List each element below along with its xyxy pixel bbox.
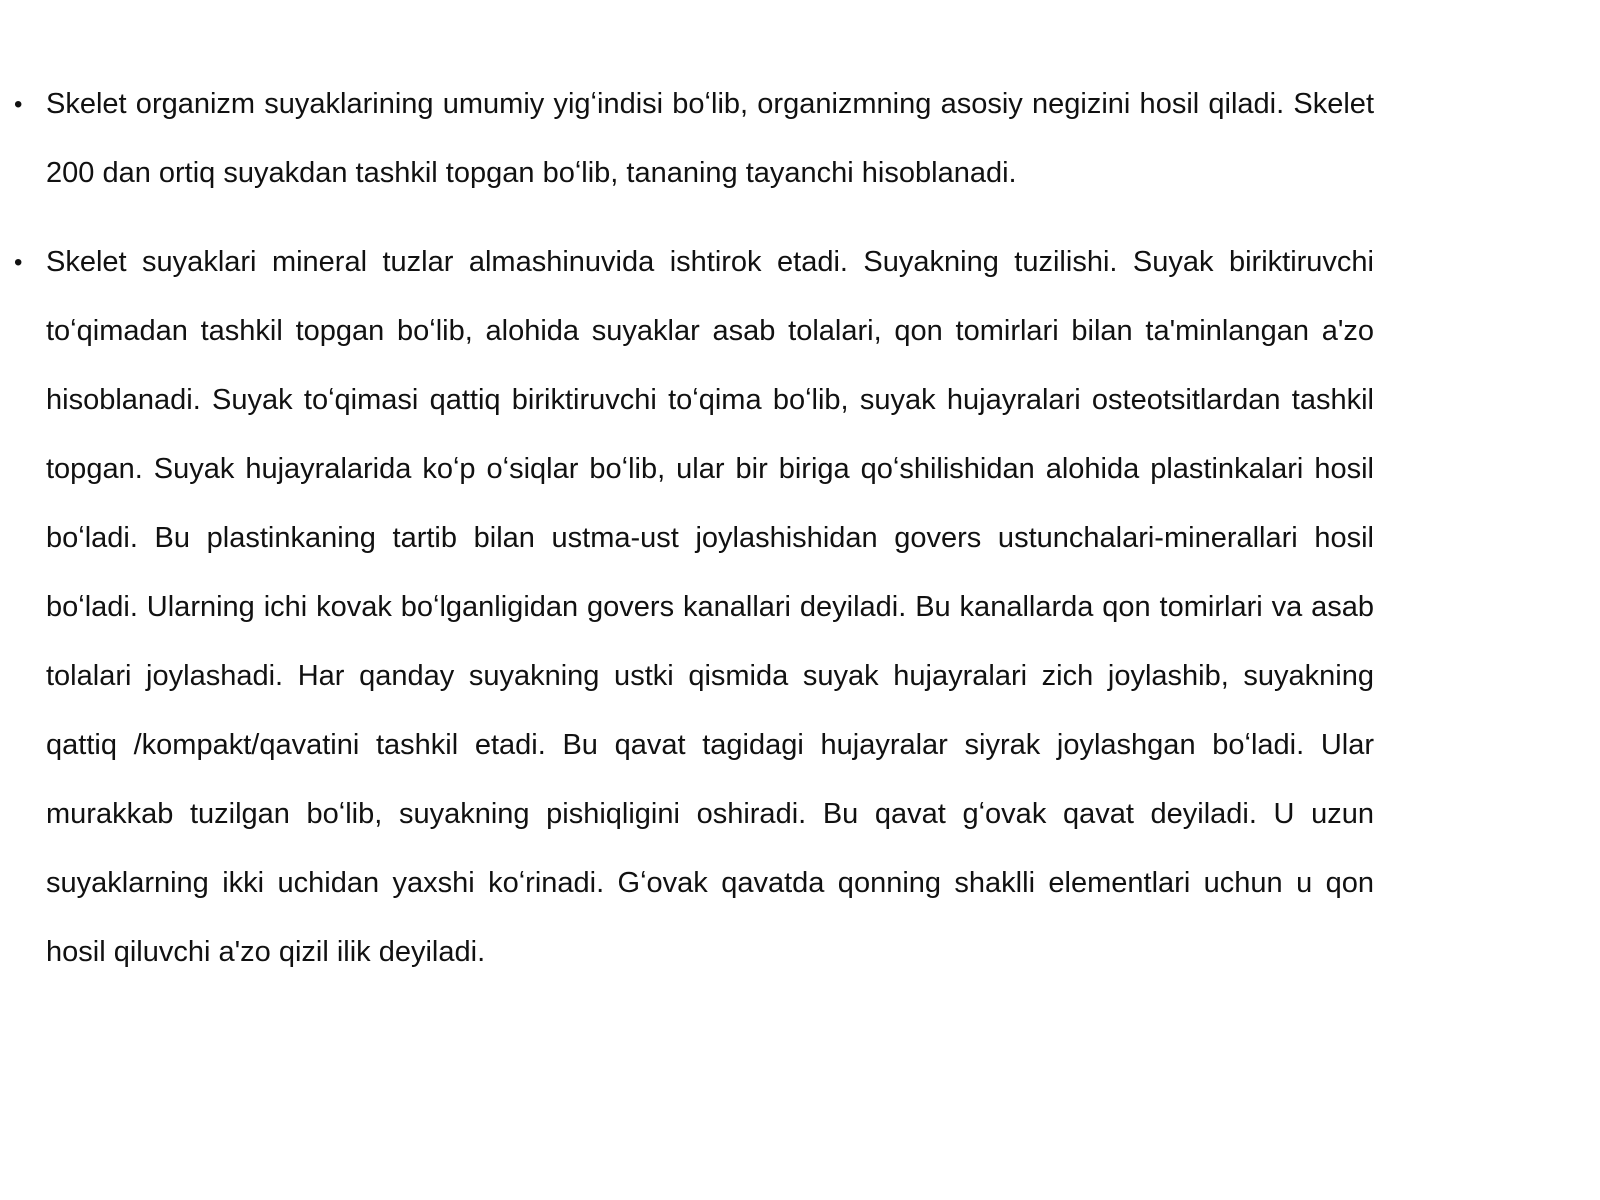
bullet-dot-icon: • xyxy=(14,91,23,118)
bullet-list xyxy=(14,70,1374,1007)
bullet-item-bone-structure xyxy=(14,228,1374,987)
bullet-item-skeleton-definition xyxy=(14,70,1374,208)
bullet-dot-icon: • xyxy=(14,249,23,276)
paragraph-bone-structure: Skelet suyaklari mineral tuzlar almashinuvida ishtirok etadi. Suyakning tuzilishi. Suyak biriktiruvchi toʻqimadan tashkil topgan boʻlib, alohida suyaklar asab tolalari, qon tomirlari bilan ta'minlangan a'zo hisoblanadi. Suyak toʻqimasi qattiq biriktiruvchi toʻqima boʻlib, suyak hujayralari osteotsitlardan tashkil topgan. Suyak hujayralarida koʻp oʻsiqlar boʻlib, ular bir biriga qoʻshilishidan alohida plastinkalari hosil boʻladi. Bu plastinkaning tartib bilan ustma-ust joylashishidan govers ustunchalari-minerallari hosil boʻladi. Ularning ichi kovak boʻlganligidan govers kanallari deyiladi. Bu kanallarda qon tomirlari va asab tolalari joylashadi. Har qanday suyakning ustki qismida suyak hujayralari zich joylashib, suyakning qattiq /kompakt/qavatini tashkil etadi. Bu qavat tagidagi hujayralar siyrak joylashgan boʻladi. Ular murakkab tuzilgan boʻlib, suyakning pishiqligini oshiradi. Bu qavat gʻovak qavat deyiladi. U uzun suyaklarning ikki uchidan yaxshi koʻrinadi. Gʻovak qavatda qonning shaklli elementlari uchun u qon hosil qiluvchi a'zo qizil ilik deyiladi. xyxy=(46,246,1374,968)
paragraph-skeleton-definition: Skelet organizm suyaklarining umumiy yigʻindisi boʻlib, organizmning asosiy negizini hosil qiladi. Skelet 200 dan ortiq suyakdan tashkil topgan boʻlib, tananing tayanchi hisoblanadi. xyxy=(46,88,1374,189)
